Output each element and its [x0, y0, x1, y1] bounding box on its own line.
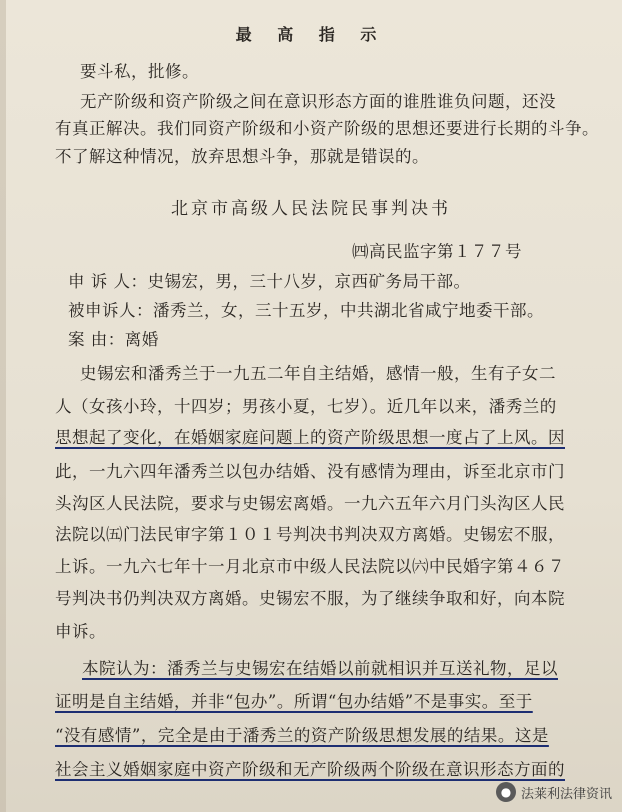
body-line-underlined: 社会主义婚姻家庭中资产阶级和无产阶级两个阶级在意识形态方面的: [55, 760, 565, 779]
quote-heading: 最 高 指 示: [235, 25, 387, 44]
body-line: 上诉。一九六七年十一月北京市中级人民法院以㈥中民婚字第４６７: [55, 557, 565, 576]
quote-line: 无产阶级和资产阶级之间在意识形态方面的谁胜谁负问题，还没: [80, 92, 556, 111]
body-line: 法院以㈤门法民审字第１０１号判决书判决双方离婚。史锡宏不服，: [55, 525, 565, 544]
quote-line: 有真正解决。我们同资产阶级和小资产阶级的思想还要进行长期的斗争。: [55, 119, 599, 138]
case-cause: 案 由：离婚: [68, 330, 159, 349]
party-appellant: 申 诉 人：史锡宏，男，三十八岁，京西矿务局干部。: [68, 272, 471, 291]
quote-line: 不了解这种情况，放弃思想斗争，那就是错误的。: [55, 147, 429, 166]
body-line: 号判决书仍判决双方离婚。史锡宏不服，为了继续争取和好，向本院: [55, 589, 565, 608]
document-title: 北京市高级人民法院民事判决书: [171, 199, 451, 219]
body-line-underlined: “没有感情”，完全是由于潘秀兰的资产阶级思想发展的结果。这是: [55, 726, 549, 745]
body-line: 史锡宏和潘秀兰于一九五二年自主结婚，感情一般，生有子女二: [80, 364, 556, 383]
watermark-text: 法莱利法律资讯: [520, 786, 612, 802]
body-line-underlined: 本院认为：潘秀兰与史锡宏在结婚以前就相识并互送礼物，足以: [82, 659, 558, 678]
body-line-underlined: 思想起了变化，在婚姻家庭问题上的资产阶级思想一度占了上风。因: [55, 428, 565, 447]
body-line: 头沟区人民法院，要求与史锡宏离婚。一九六五年六月门头沟区人民: [55, 494, 565, 513]
body-line: 此，一九六四年潘秀兰以包办结婚、没有感情为理由，诉至北京市门: [55, 462, 565, 481]
body-line: 申诉。: [55, 622, 106, 641]
party-respondent: 被申诉人：潘秀兰，女，三十五岁，中共湖北省咸宁地委干部。: [68, 301, 544, 320]
body-line: 人（女孩小玲，十四岁；男孩小夏，七岁）。近几年以来，潘秀兰的: [55, 397, 557, 416]
case-number: ㈣高民监字第１７７号: [352, 242, 522, 261]
page-edge-shadow: [0, 0, 6, 812]
body-line-underlined: 证明是自主结婚，并非“包办”。所谓“包办结婚”不是事实。至于: [55, 692, 533, 711]
quote-line: 要斗私，批修。: [80, 62, 199, 81]
watermark: [496, 782, 612, 802]
wechat-icon: ●: [496, 782, 516, 802]
